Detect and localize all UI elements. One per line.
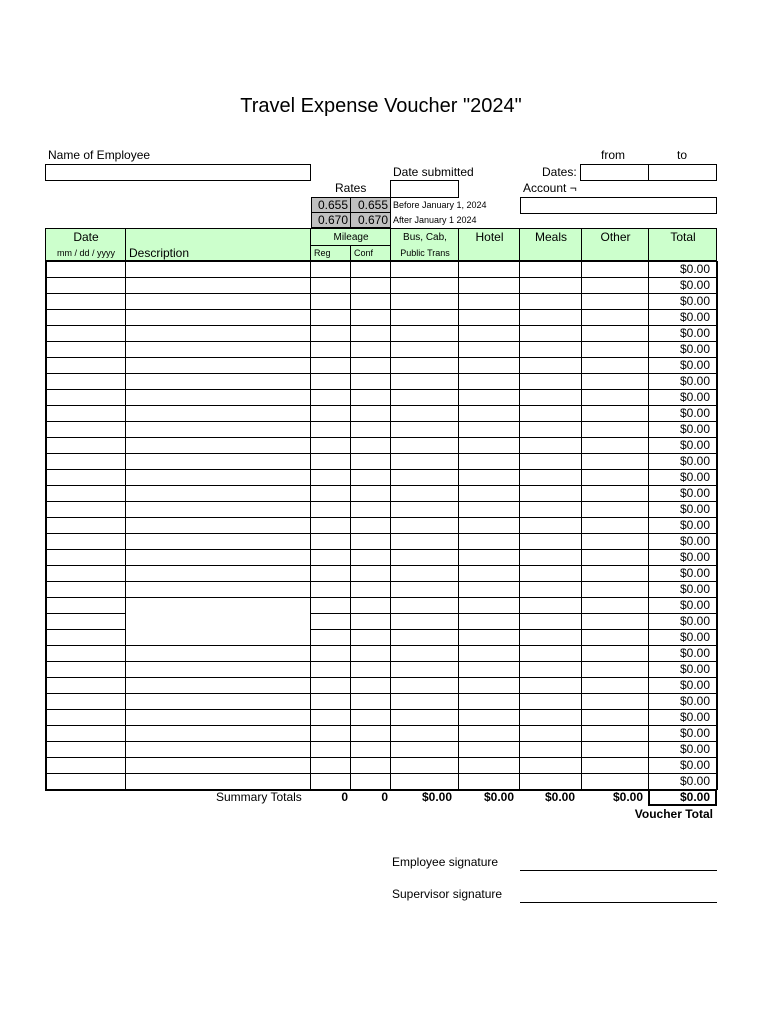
- header-reg: Reg: [314, 248, 331, 258]
- header-public-trans: Public Trans: [400, 248, 450, 258]
- row-total: $0.00: [679, 518, 710, 532]
- table-row[interactable]: [46, 342, 648, 357]
- row-total: $0.00: [679, 550, 710, 564]
- row-total: $0.00: [679, 390, 710, 404]
- employee-signature-line[interactable]: [520, 870, 717, 871]
- row-total: $0.00: [679, 310, 710, 324]
- table-row[interactable]: [46, 582, 648, 597]
- header-bus: Bus, Cab,: [403, 232, 447, 243]
- table-row[interactable]: [46, 598, 648, 613]
- row-total: $0.00: [679, 358, 710, 372]
- row-total: $0.00: [679, 486, 710, 500]
- row-total: $0.00: [679, 534, 710, 548]
- summary-conf: 0: [381, 790, 388, 804]
- table-row[interactable]: [46, 550, 648, 565]
- table-row[interactable]: [46, 470, 648, 485]
- table-row[interactable]: [46, 774, 648, 789]
- date-submitted-field[interactable]: [390, 180, 459, 198]
- table-row[interactable]: [46, 502, 648, 517]
- table-row[interactable]: [46, 678, 648, 693]
- header-mileage: Mileage: [333, 232, 369, 243]
- table-row[interactable]: [46, 486, 648, 501]
- table-row[interactable]: [46, 278, 648, 293]
- table-row[interactable]: [46, 310, 648, 325]
- table-row[interactable]: [46, 534, 648, 549]
- name-of-employee-label: Name of Employee: [48, 148, 151, 162]
- table-row[interactable]: [46, 646, 648, 661]
- table-row[interactable]: [46, 710, 648, 725]
- row-total: $0.00: [679, 566, 710, 580]
- summary-hotel: $0.00: [483, 790, 514, 804]
- table-row[interactable]: [46, 694, 648, 709]
- supervisor-signature-line[interactable]: [520, 902, 717, 903]
- row-total: $0.00: [679, 678, 710, 692]
- summary-bus: $0.00: [421, 790, 452, 804]
- rate-after-reg: 0.670: [311, 212, 351, 228]
- table-row[interactable]: [46, 374, 648, 389]
- row-total: $0.00: [679, 454, 710, 468]
- row-total: $0.00: [679, 646, 710, 660]
- header-conf: Conf: [354, 248, 374, 258]
- table-row[interactable]: [46, 566, 648, 581]
- date-submitted-label: Date submitted: [393, 165, 474, 179]
- summary-totals-label: Summary Totals: [216, 790, 302, 804]
- header-other: Other: [600, 230, 631, 244]
- row-total: $0.00: [679, 662, 710, 676]
- table-row[interactable]: [46, 262, 648, 277]
- table-row[interactable]: [46, 358, 648, 373]
- voucher-total-label: Voucher Total: [634, 807, 713, 821]
- supervisor-signature-label: Supervisor signature: [392, 887, 503, 901]
- account-label: Account ¬: [523, 181, 577, 195]
- summary-meals: $0.00: [544, 790, 575, 804]
- account-field[interactable]: [520, 197, 717, 214]
- row-total: $0.00: [679, 710, 710, 724]
- rate-after-conf: 0.670: [350, 212, 391, 228]
- summary-total: $0.00: [679, 790, 710, 804]
- header-date-format: mm / dd / yyyy: [56, 248, 115, 258]
- dates-label: Dates:: [542, 165, 577, 179]
- table-row[interactable]: [46, 294, 648, 309]
- row-total: $0.00: [679, 502, 710, 516]
- rate-before-reg: 0.655: [311, 197, 351, 213]
- row-total: $0.00: [679, 326, 710, 340]
- row-total: $0.00: [679, 470, 710, 484]
- table-row[interactable]: [46, 662, 648, 677]
- table-row[interactable]: [46, 454, 648, 469]
- row-total: $0.00: [679, 294, 710, 308]
- row-total: $0.00: [679, 438, 710, 452]
- header-date: Date: [73, 230, 99, 244]
- table-row[interactable]: [46, 390, 648, 405]
- table-row[interactable]: [46, 614, 648, 629]
- row-total: $0.00: [679, 406, 710, 420]
- row-total: $0.00: [679, 694, 710, 708]
- table-row[interactable]: [46, 758, 648, 773]
- summary-reg: 0: [341, 790, 348, 804]
- row-total: $0.00: [679, 614, 710, 628]
- table-row[interactable]: [46, 438, 648, 453]
- rate-before-conf: 0.655: [350, 197, 391, 213]
- row-total: $0.00: [679, 374, 710, 388]
- row-total: $0.00: [679, 774, 710, 788]
- table-row[interactable]: [46, 326, 648, 341]
- header-hotel: Hotel: [475, 230, 504, 244]
- date-from-field[interactable]: [580, 164, 649, 181]
- summary-other: $0.00: [612, 790, 643, 804]
- row-total: $0.00: [679, 726, 710, 740]
- date-to-field[interactable]: [648, 164, 717, 181]
- rates-label: Rates: [335, 181, 367, 195]
- table-row[interactable]: [46, 742, 648, 757]
- table-row[interactable]: [46, 518, 648, 533]
- from-label: from: [601, 148, 625, 162]
- table-row[interactable]: [46, 406, 648, 421]
- header-description: Description: [129, 246, 190, 260]
- row-total: $0.00: [679, 278, 710, 292]
- row-total: $0.00: [679, 742, 710, 756]
- row-total: $0.00: [679, 342, 710, 356]
- employee-signature-label: Employee signature: [392, 855, 499, 869]
- to-label: to: [677, 148, 688, 162]
- row-total: $0.00: [679, 758, 710, 772]
- table-row[interactable]: [46, 630, 648, 645]
- row-total: $0.00: [679, 262, 710, 276]
- employee-name-field[interactable]: [45, 164, 311, 181]
- before-label: Before January 1, 2024: [393, 200, 487, 210]
- row-total: $0.00: [679, 598, 710, 612]
- page-title: Travel Expense Voucher "2024": [240, 95, 522, 117]
- header-meals: Meals: [534, 230, 567, 244]
- row-total: $0.00: [679, 422, 710, 436]
- header-total: Total: [670, 230, 696, 244]
- table-row[interactable]: [46, 422, 648, 437]
- row-total: $0.00: [679, 582, 710, 596]
- after-label: After January 1 2024: [393, 215, 477, 225]
- table-row[interactable]: [46, 726, 648, 741]
- row-total: $0.00: [679, 630, 710, 644]
